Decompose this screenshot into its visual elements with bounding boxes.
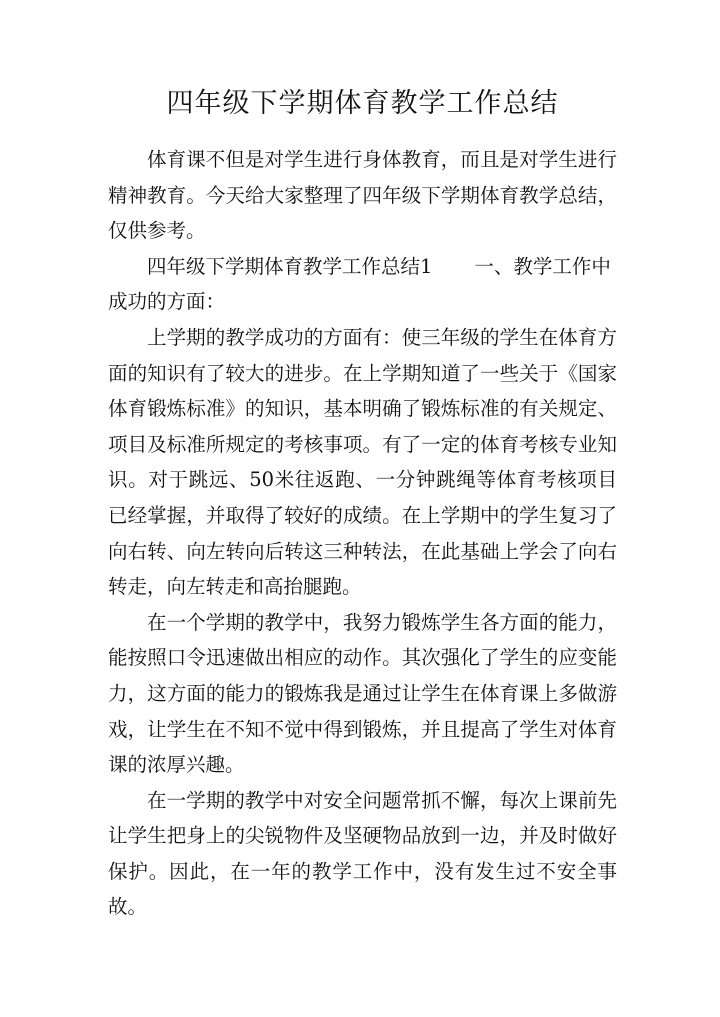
document-title: 四年级下学期体育教学工作总结 <box>166 88 559 119</box>
body-paragraph: 在一学期的教学中对安全问题常抓不懈，每次上课前先让学生把身上的尖锐物件及坚硬物品放到一边，并及时做好保护。因此，在一年的教学工作中，没有发生过不安全事故。 <box>108 788 617 919</box>
body-paragraph: 在一个学期的教学中，我努力锻炼学生各方面的能力，能按照口令迅速做出相应的动作。其次强化了学生的应变能力，这方面的能力的锻炼我是通过让学生在体育课上多做游戏，让学生在不知不觉中得到锻炼，并且提高了学生对体育课的浓厚兴趣。 <box>108 610 617 777</box>
section-heading <box>108 249 617 320</box>
section-title: 四年级下学期体育教学工作总结1 <box>147 254 433 278</box>
section-subtitle: 一、教学工作中成功的方面： <box>108 254 611 314</box>
body-paragraph: 上学期的教学成功的方面有：使三年级的学生在体育方面的知识有了较大的进步。在上学期知道了一些关于《国家体育锻炼标准》的知识，基本明确了锻炼标准的有关规定、项目及标准所规定的考核事项。有了一定的体育考核专业知识。对于跳远、50米往返跑、一分钟跳绳等体育考核项目已经掌握，并取得了较好的成绩。在上学期中的学生复习了向右转、向左转向后转这三种转法，在此基础上学会了向右转走，向左转走和高抬腿跑。 <box>108 325 617 599</box>
intro-paragraph: 体育课不但是对学生进行身体教育，而且是对学生进行精神教育。今天给大家整理了四年级下学期体育教学总结，仅供参考。 <box>108 148 617 243</box>
